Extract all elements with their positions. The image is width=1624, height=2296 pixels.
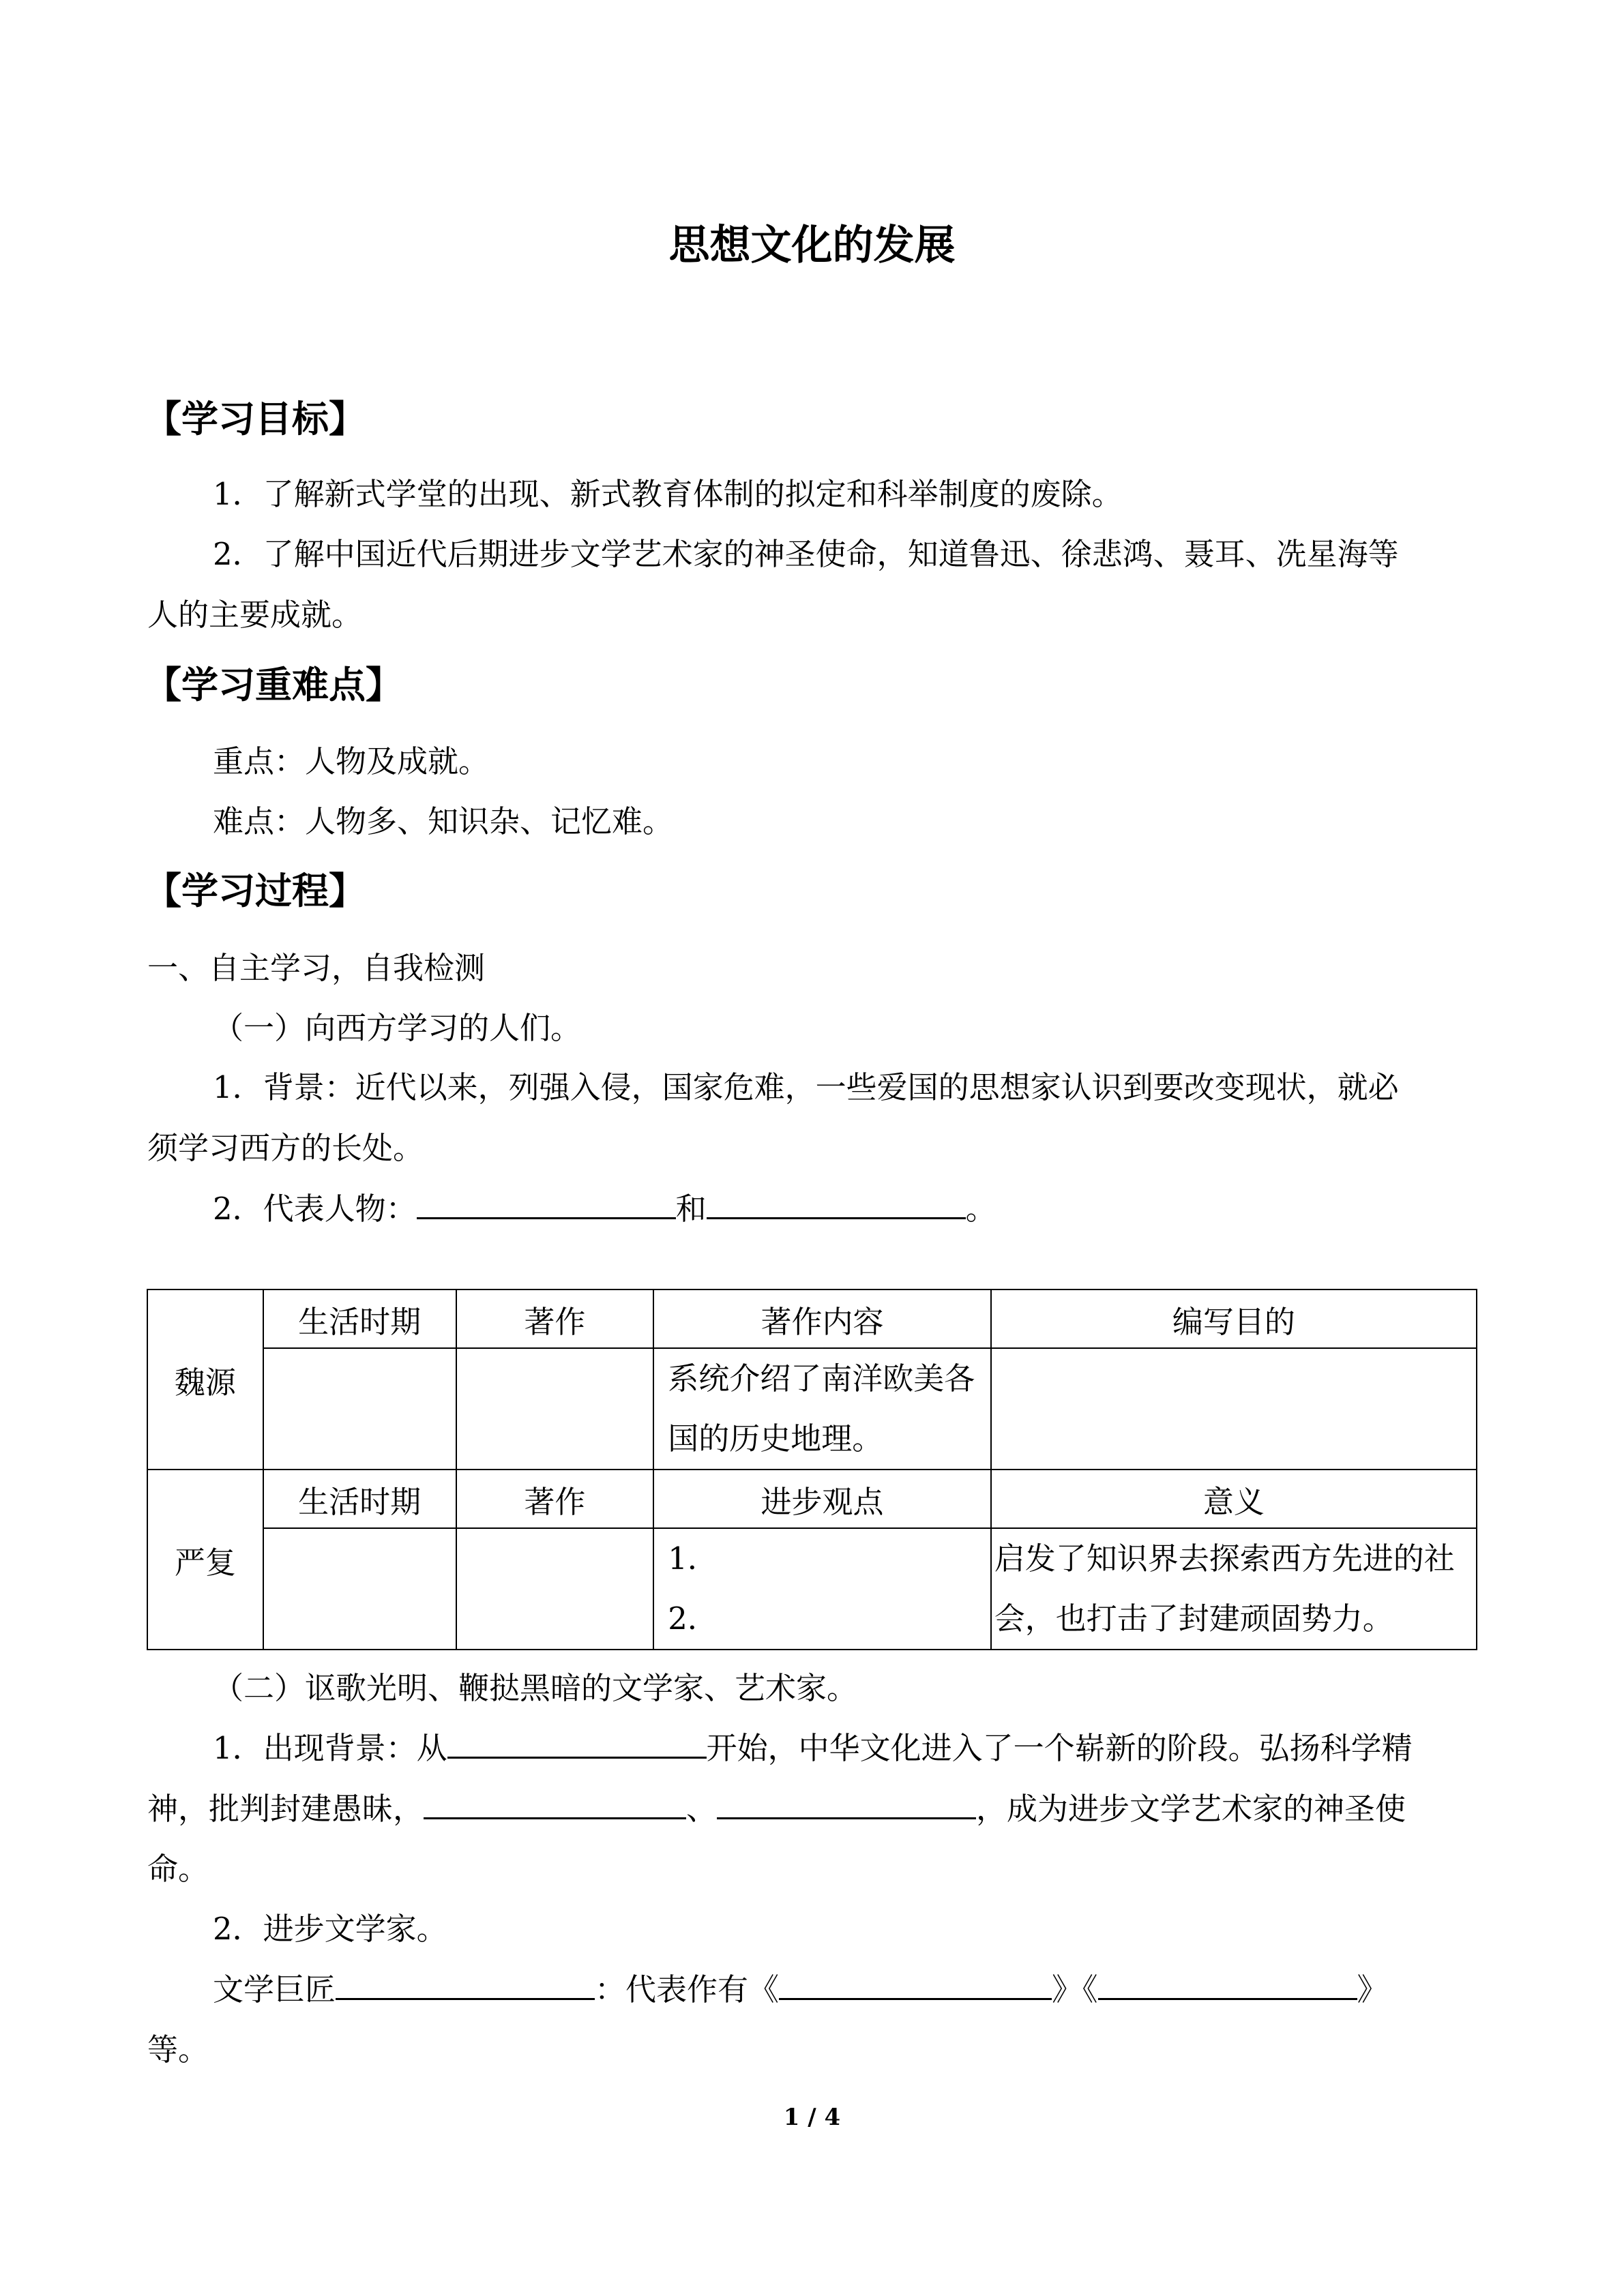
section-heading-process: 【学习过程】 (145, 869, 366, 912)
table-header: 著作 (456, 1289, 654, 1348)
table-cell-weiyuan-content: 系统介绍了南洋欧美各国的历史地理。 (653, 1348, 991, 1470)
literature-blank-author[interactable] (336, 1971, 595, 2000)
representatives-end: 。 (965, 1191, 996, 1227)
representative-blank-2[interactable] (707, 1190, 966, 1219)
table-header: 编写目的 (991, 1289, 1477, 1348)
objective-2-line1: 2．了解中国近代后期进步文学艺术家的神圣使命，知道鲁迅、徐悲鸿、聂耳、冼星海等 (213, 536, 1399, 572)
process-representatives (213, 1189, 996, 1229)
page-number: 1 / 4 (783, 2104, 841, 2131)
table-header: 生活时期 (263, 1289, 456, 1348)
process-sub2: （二）讴歌光明、鞭挞黑暗的文学家、艺术家。 (213, 1670, 858, 1706)
objective-1: 1．了解新式学堂的出现、新式教育体制的拟定和科举制度的废除。 (213, 476, 1123, 512)
table-cell-blank[interactable] (263, 1348, 456, 1470)
table-header: 生活时期 (263, 1470, 456, 1528)
objective-2-line2: 人的主要成就。 (147, 597, 363, 633)
representatives-prefix: 2．代表人物： (213, 1191, 417, 1227)
table-name-yanfu: 严复 (147, 1470, 263, 1650)
literature-blank-work-2[interactable] (1098, 1971, 1357, 2000)
table-cell-blank[interactable] (456, 1528, 654, 1650)
key-point-focus: 重点：人物及成就。 (213, 743, 490, 779)
table-header: 著作 (456, 1470, 654, 1528)
process-background-line2: 须学习西方的长处。 (147, 1130, 424, 1166)
process-literature-line1: 文学巨匠 ：代表作有《 》《 》 (213, 1971, 1388, 2008)
process-background2-line3: 命。 (147, 1851, 209, 1887)
table-header: 进步观点 (653, 1470, 991, 1528)
process-background2-line1: 1．出现背景：从 开始，中华文化进入了一个崭新的阶段。弘扬科学精 (213, 1730, 1413, 1766)
background-blank-3[interactable] (717, 1790, 976, 1819)
key-point-difficulty: 难点：人物多、知识杂、记忆难。 (213, 803, 674, 839)
yanfu-point-2: 2． (668, 1600, 718, 1637)
process-literature-heading: 2．进步文学家。 (213, 1911, 447, 1947)
literature-blank-work-1[interactable] (779, 1971, 1052, 2000)
yanfu-point-1: 1． (668, 1540, 718, 1577)
table-header: 意义 (991, 1470, 1477, 1528)
process-background-line1: 1．背景：近代以来，列强入侵，国家危难，一些爱国的思想家认识到要改变现状，就必 (213, 1069, 1399, 1105)
process-part1: 一、自主学习，自我检测 (147, 950, 486, 986)
table-cell-yanfu-significance: 启发了知识界去探索西方先进的社会，也打击了封建顽固势力。 (991, 1528, 1477, 1650)
process-sub1: （一）向西方学习的人们。 (213, 1010, 582, 1046)
table-cell-blank[interactable] (991, 1348, 1477, 1470)
representative-blank-1[interactable] (417, 1190, 676, 1219)
process-literature-line2: 等。 (147, 2031, 209, 2068)
representatives-and: 和 (675, 1191, 707, 1227)
table-cell-yanfu-points (653, 1528, 991, 1650)
background-blank-1[interactable] (447, 1729, 707, 1759)
thinkers-table (147, 1289, 1477, 1650)
section-heading-key-points: 【学习重难点】 (145, 664, 402, 706)
page-title: 思想文化的发展 (668, 222, 956, 269)
table-name-weiyuan: 魏源 (147, 1289, 263, 1470)
table-cell-blank[interactable] (263, 1528, 456, 1650)
section-heading-objectives: 【学习目标】 (145, 398, 366, 441)
background-blank-2[interactable] (424, 1790, 686, 1819)
table-header: 著作内容 (653, 1289, 991, 1348)
process-background2-line2: 神，批判封建愚昧， 、 ，成为进步文学艺术家的神圣使 (147, 1791, 1406, 1827)
table-cell-blank[interactable] (456, 1348, 654, 1470)
